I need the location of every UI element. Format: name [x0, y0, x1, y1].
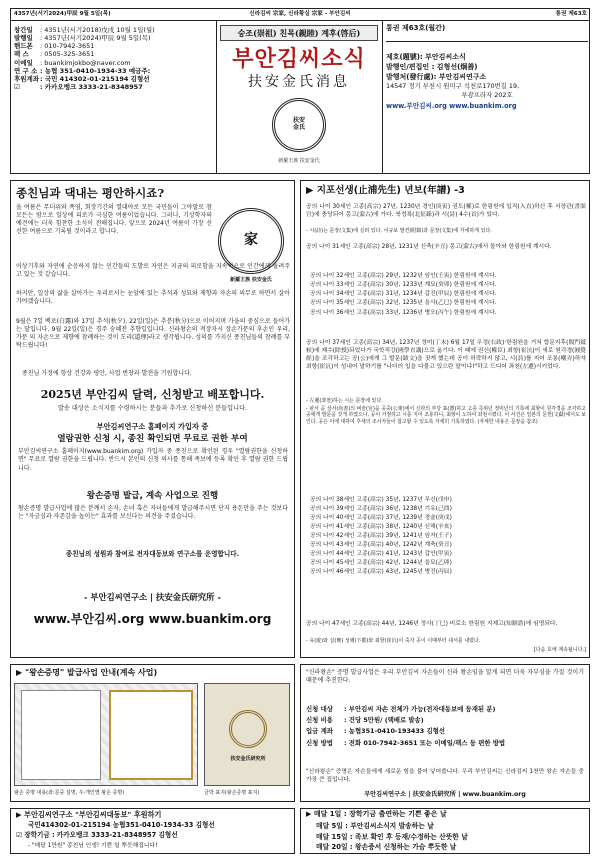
- info-row: 창간일 : 4351년(서기2018)戊戌 10월 1일(월): [14, 26, 155, 34]
- schedule-list: [316, 821, 586, 853]
- chronicle-year-list: [310, 272, 586, 318]
- edition-label: 통권 제63호(월간): [386, 24, 446, 32]
- info-row: 발행일 : 4357년(서기2024)甲辰 9월 5일(목): [14, 34, 151, 43]
- chronicle-footnote: - 판서 곧 상서(尚書)의 벼슬(官)을 공중(公衆)에서 신라의 부당 표(漂)하고 고종 즉위년 정미년의 기록에 최항이 원각경을 조각하고 공에게 발문을 짓게 하였으나, 공이 거절하고 시를 지어 조롱하니, 최항이 노하여 좌천시켰다. 이 사건은 일본의 문헌(文獻)에서도 보인다. 공은 이에 대하여 후세의 조사자들이 참고할 수 있도록 자세히 기록하였다. (자세한 내용은 문장을 참조): [306, 406, 586, 425]
- proof-footer: 부안김씨연구소 | 扶安金氏研究所 | www.buankim.org: [364, 791, 526, 798]
- institute-footer: - 부안김씨연구소 | 扶安金氏研究所 -: [84, 592, 221, 602]
- year-item: 공의 나이 40세인 고종(高宗) 37년, 1239년 경술(庚戌): [310, 514, 452, 521]
- support-heading: ▶ 부안김씨연구소 "부안김씨대동보" 후원하기: [16, 810, 162, 819]
- schedule-item: 매달 20일 : 왕손증서 신청하는 가슴 뿌듯한 날: [316, 843, 457, 852]
- support-heading-text: 부안김씨연구소 "부안김씨대동보" 후원하기: [24, 810, 162, 819]
- issue-number: 통권 제63호: [555, 11, 587, 17]
- schedule-item: 매달 15일 : 족보 확인 후 등재/수정하는 산뜻한 날: [316, 832, 468, 841]
- support-slogan: - "매달 1만원" 종친님 인생! 기쁜 일 뿌듯해집니다!: [28, 843, 158, 849]
- chronicle-entry-37: 공의 나이 37세인 고종(高宗) 34년, 1237년 정미(丁未) 6월 17일 우정(右政)·한림원을 거쳐 합문지후(閤門祗候)에 제수(除授)되었다가 국학직강(國學直講)으로 옮기다. 이 때에 권신(權臣) 최항(崔沆)이 새로 원각경(圓覺經)을 조각하고는 공(公)에게 그 발문(跋文)을 짓게 했는데 공이 허락하지 않고, 시(詩)를 지어 조롱(嘲弄)하자 최항(崔沆)이 성내어 말하기를 "나더러 입을 다물고 있으란 말이냐!"하고 드디어 좌천(左遷)시키었다.: [306, 340, 586, 370]
- calendar-heading: 2025년 부안김씨 달력, 신청받고 배포합니다.: [40, 388, 265, 401]
- cover-label: 扶安金氏研究所: [230, 756, 266, 762]
- masthead-row: 부광프라자 202호: [461, 91, 513, 100]
- year-item: 공의 나이 35세인 고종(高宗) 32년, 1235년 을사(乙巳) 한림원에 계시다.: [310, 300, 497, 307]
- year-item: 공의 나이 38세인 고종(高宗) 35년, 1237년 무신(戊申): [310, 497, 452, 503]
- continued-note: [다음 호에 계속됩니다.]: [533, 647, 586, 653]
- proof-image-caption: 왕손 증명 내용(좌:문중 설명, 우:개인별 왕손 증명): [14, 790, 125, 796]
- clan-logo-icon: 家: [218, 208, 284, 274]
- chronicle-heading: ▶ 지포선생(止浦先生) 년보(年譜) -3: [306, 185, 465, 196]
- info-row: ☑ : 카카오뱅크 3333-21-8348957: [14, 82, 143, 91]
- chronicle-note: - 유(遊)와 실(實) 성왜(下郡)와 최항(崔沆)이 죽자 공이 이때부터 대서를 내렸다.: [306, 638, 481, 644]
- masthead-row: 14547 경기 부천시 원미구 석천로170번길 19,: [386, 82, 520, 91]
- newsletter-title-hanja: 扶安金氏消息: [248, 74, 350, 90]
- year-item: 공의 나이 33세인 고종(高宗) 30년, 1233년 계묘(癸卯) 한림원에 계시다.: [310, 282, 497, 289]
- issue-date: 4357년(서기2024)甲辰 9월 5일(목): [14, 11, 111, 17]
- chronicle-entry: 공의 나이 30세인 고종(高宗) 27년, 1230년 경인(庚寅) 권도(權)로 한림원에 입직(入直)하신 후 서장관(書狀官)에 충당되어 몽고(蒙古)에 가다. 북정록(北征錄)과 시(詩) 4수(首)가 있다.: [306, 204, 586, 218]
- info-row: 팩 스 : 0505-325-3651: [14, 50, 95, 59]
- info-row: 이메일 : buankimjokbo@naver.com: [14, 58, 131, 67]
- website-footer-link[interactable]: www.부안김씨.org www.buankim.org: [33, 612, 272, 626]
- schedule-title-text: 매달 1일 : 장학기금 출연하는 기쁜 좋은 날: [313, 810, 447, 818]
- greeting-para: 종친님 가정에 항상 건강과 평안, 사업 번창과 발전을 기원합니다.: [22, 370, 192, 377]
- year-item: 공의 나이 46세인 고종(高宗) 43년, 1245년 병진(丙辰): [310, 568, 452, 575]
- apply-row: 신청 비용 : 건당 5만원/ (택배로 발송): [306, 716, 424, 725]
- chronicle-year-list-2: [310, 496, 586, 577]
- banner-motto: 숭조(崇祖) 친목(親睦) 계후(啓后): [220, 25, 378, 41]
- greeting-para: 이상기후와 자연에 순응하지 않는 인간들의 도발로 자연은 지금의 피로함을 지속적으로 인간에게 돌려주고 있는 것 같습니다.: [16, 263, 290, 279]
- info-row: 후원계좌 : 국민 414302-01-215194 김형선: [14, 74, 150, 83]
- masthead-info: [386, 24, 588, 111]
- proof-intro: "신라왕손" 증명 발급사업은 우리 부안김씨 자손들이 신라 왕손임을 알게 되면 더욱 자부심을 가질 것이기 때문에 추진한다.: [306, 669, 584, 685]
- proof-heading: 왕손증명 발급, 계속 사업으로 진행: [86, 491, 219, 501]
- greeting-heading: 종친님과 댁내는 평안하시죠?: [16, 186, 165, 200]
- year-item: 공의 나이 44세인 고종(高宗) 41년, 1243년 갑인(甲寅): [310, 550, 452, 557]
- year-item: 공의 나이 39세인 고종(高宗) 36년, 1238년 기유(己酉): [310, 505, 452, 512]
- thanks-text: 종친님의 성원과 참여로 전자대동보와 연구소를 운영합니다.: [65, 550, 240, 558]
- year-item: 공의 나이 43세인 고종(高宗) 40년, 1242년 계축(癸丑): [310, 541, 452, 548]
- family-seal-icon: 扶安 金氏: [272, 98, 326, 152]
- apply-row: 입금 계좌 : 농협351-0410-193433 김형선: [306, 727, 445, 736]
- apply-row: 신청 방법 : 전화 010-7942-3651 또는 이메일/팩스 등 편한 방법: [306, 738, 506, 747]
- year-item: 공의 나이 41세인 고종(高宗) 38년, 1240년 신해(辛亥): [310, 523, 452, 530]
- scholarship-account: ☑ 장학기금 : 카카오뱅크 3333-21-8348957 김형선: [16, 831, 178, 839]
- info-row: 연 구 소 : 농협 351-0410-1934-33 예금주:: [14, 66, 151, 75]
- proof-cover-image: [204, 683, 290, 786]
- greeting-para: 하지만, 일상의 삶을 살아가는 우리로서는 눈앞에 있는 추석과 성묘와 제향과 자손의 의무로 하면서 살아가야겠습니다.: [16, 290, 290, 306]
- year-item: 공의 나이 42세인 고종(高宗) 39년, 1241년 임자(壬子): [310, 532, 452, 539]
- chronicle-entry: 공의 나이 31세인 고종(高宗) 28년, 1231년 신축(辛丑) 몽고(蒙古)에서 돌아와 한림원에 계시다.: [306, 244, 552, 250]
- top-slogan: 신라김씨 宗家, 신라황실 宗家 - 부안김씨: [249, 11, 351, 17]
- greeting-para: 올 여름은 무더위와 폭염, 회장기간의 열대야로 모든 국민들이 그야말로 참 모든는 밤으로 일상에 피로가 극심한 여름이었습니다. 그러나, 기상학자의 예견에는 더욱 힘찬한 소식이 전해집니다. 앞으로 2024년 여름이 가장 선선한 여름으로 기록될 것이라고 합니다.: [16, 204, 212, 236]
- year-item: 공의 나이 32세인 고종(高宗) 29년, 1232년 임인(壬寅) 한림원에 계시다.: [310, 273, 497, 279]
- proof-outro: "신라왕손" 증명은 자손들에게 새로운 힘을 불어 넣어줍니다. 우리 부안김씨는 신라김씨 1천만 왕손 자손들 중 가장 큰 집입니다.: [306, 769, 584, 784]
- chronicle-note: - 시(詩)는 문장(文集)에 실려 있다. 이규보 발견(附錄)과 문장(文集)에 자세하게 있다.: [306, 228, 492, 234]
- apply-details: [306, 704, 586, 749]
- proof-image-heading: ▶ "왕손증명" 발급사업 안내(계속 사업): [16, 668, 158, 677]
- year-item: 공의 나이 36세인 고종(高宗) 33년, 1236년 병오(丙午) 한림원에 계시다.: [310, 309, 497, 316]
- scholarship-account-text: 장학기금 : 카카오뱅크 3333-21-8348957 김형선: [24, 831, 178, 839]
- schedule-item: 매달 5일 : 부안김씨소식지 발송하는 날: [316, 822, 434, 830]
- year-item: 공의 나이 34세인 고종(高宗) 31년, 1234년 갑진(甲辰) 한림원에 계시다.: [310, 291, 497, 298]
- chronicle-entry-47: 공의 나이 47세인 고종(高宗) 44년, 1246년 정사(丁巳) 비로소 한림원 지제고(知制誥)에 임명되다.: [306, 621, 558, 627]
- apply-row: 신청 대상 : 부안김씨 자손 전체가 가능(전자대동보에 등재된 분): [306, 705, 496, 713]
- publisher-info: [14, 26, 214, 91]
- proof-cover-caption: 금박 표지(왕손증명 표지): [204, 790, 260, 796]
- newsletter-title: 부안김씨소식: [232, 46, 366, 72]
- greeting-para: 9월은 7일 백로(白露)와 17일 추석(秋夕), 22일(일)은 추분(秋分)으로 이어지며 가을의 중심으로 들어가는 달입니다. 9월 22일(일)은 경주 숭혜전 추향일입니다. 신라왕손의 적장자시 장손가문의 후손인 우리, 가문 의 자손으로 제향에 참례하는 것이 도리(道理)라고 생각됩니다. 성의를 가지신 종친님들의 참례를 부탁드립니다!: [16, 318, 290, 350]
- schedule-title: ▶ 매달 1일 : 장학기금 출연하는 기쁜 좋은 날: [306, 810, 447, 818]
- proof-image-heading-text: "왕손증명" 발급사업 안내(계속 사업): [24, 668, 158, 677]
- year-item: 공의 나이 45세인 고종(高宗) 42년, 1244년 을묘(乙卯): [310, 559, 452, 566]
- masthead-row: 발행인/편집인 : 김형선(炯善): [386, 62, 478, 71]
- seal-caption: 新羅王族 扶安金氏: [278, 158, 320, 164]
- chronicle-heading-text: 지포선생(止浦先生) 년보(年譜) -3: [316, 185, 465, 196]
- member-heading: 부안김씨연구소 홈페이지 가입자 중: [96, 422, 209, 431]
- clan-logo-caption: 新羅王族 扶安金氏: [230, 277, 272, 283]
- website-link[interactable]: www.부안김씨.org www.buankim.org: [386, 101, 517, 110]
- support-accounts: 국민414302-01-215194 농협351-0410-1934-33 김형선: [28, 821, 215, 829]
- masthead-row: 발행처(發行處): 부안김씨연구소: [386, 73, 487, 82]
- chronicle-note: - 左遷(좌천)하는 시는 문장에 있다.: [306, 398, 383, 404]
- proof-document-image: [14, 683, 198, 786]
- proof-text: 왕손증명 발급사업에 많은 분께서 손자, 손녀 혹은 자녀들에게 발급해주시면 단지 용돈만을 주는 것보다는 "자긍심과 자존감을 높이는" 효과를 보신다는 의견을 주셨습니다.: [18, 505, 288, 521]
- member-text: 부안김씨연구소 홈페이지(www.buankim.org) 가입자 중 종친으로 확인된 경우 "열람권한을 신청하면" 무료로 열람 권한을 드립니다. 반드시 본인의 신청 의사를 통해 족보에 등록 확인 후 열람 권한 드립니다.: [18, 448, 288, 472]
- masthead-row: 제호(題號): 부안김씨소식: [386, 52, 466, 61]
- calendar-text: 발송 대상은 소식지를 수령하시는 분들과 추가로 신청하신 분들입니다.: [57, 405, 248, 412]
- member-heading-2: 열람권한 신청 시, 종친 확인되면 무료로 권한 부여: [57, 434, 248, 444]
- info-row: 핸드폰 : 010-7942-3651: [14, 42, 95, 51]
